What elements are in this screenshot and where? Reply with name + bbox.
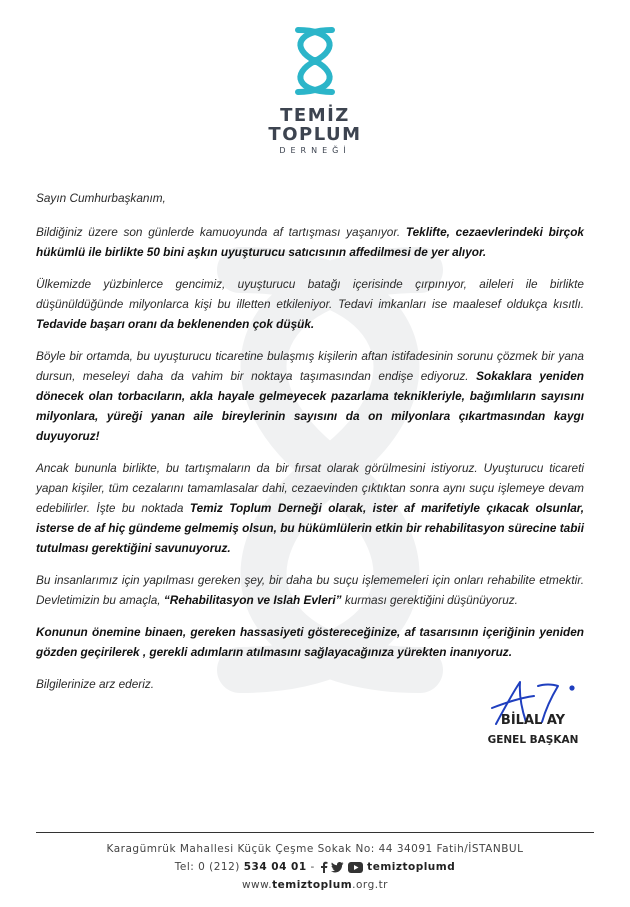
paragraph-6-bold: Konunun önemine binaen, gereken hassasiyeti göstereceğinize, af tasarısının içeriğinin yeniden gözden geçirilerek , gerekli adımların atılmasını sağlayacağınıza yürekten inanıyoruz. [36,625,584,659]
paragraph-5-bold: “Rehabilitasyon ve Islah Evleri” [163,593,342,607]
paragraph-1-text: Bildiğiniz üzere son günlerde kamuoyunda af tartışması yaşanıyor. [36,225,406,239]
tel-label: Tel: 0 (212) [174,861,244,873]
paragraph-5-text-2: kurması gerektiğini düşünüyoruz. [341,593,518,607]
salutation: Sayın Cumhurbaşkanım, [36,191,166,205]
paragraph-4 [36,458,584,558]
twitter-icon [331,862,344,873]
paragraph-3 [36,346,584,446]
footer-address: Karagümrük Mahallesi Küçük Çeşme Sokak No: 44 34091 Fatih/İSTANBUL [106,843,524,855]
paragraph-1 [36,222,584,262]
paragraph-2-text: Ülkemizde yüzbinlerce gencimiz, uyuşturucu batağı içerisinde çırpınıyor, aileleri ile birlikte düşünüldüğünde milyonlarca kişi bu illetten etkileniyor. Tedavi imkanları ise maalesef oldukça kısıtlı. [36,277,584,311]
paragraph-6 [36,622,584,662]
temiz-toplum-logo-icon [284,22,346,100]
facebook-icon [319,861,328,873]
youtube-icon [348,862,363,873]
paragraph-5-text-1: Bu insanlarımız için yapılması gereken şey, bir daha bu suçu işlememeleri için onları rehabilite etmektir. Devletimizin bu amaçla, [36,573,584,607]
closing-line: Bilgilerinize arz ederiz. [36,677,155,691]
tel-number: 534 04 01 [243,861,307,873]
social-handle: temiztoplumd [367,861,456,873]
brand-subtitle: DERNEĞİ [279,146,351,155]
signature-block [478,674,588,746]
paragraph-4-bold: Temiz Toplum Derneği olarak, ister af marifetiyle çıkacak olsunlar, isterse de af hiç gündeme gelmemiş olsun, bu hükümlülerin etkin bir rehabilitasyon sürecine tabii tutulması gerektiğini savunuyoruz. [36,501,584,555]
footer-contact [0,858,630,876]
footer [0,840,630,894]
footer-website [0,876,630,894]
signatory-title: GENEL BAŞKAN [487,734,579,746]
header [0,22,630,155]
letter-body [36,188,584,706]
paragraph-3-text: Böyle bir ortamda, bu uyuşturucu ticaretine bulaşmış kişilerin aftan istifadesinin sorunu çözmek bir yana dursun, meseleyi daha da vahim bir noktaya taşımasından endişe ediyoruz. [36,349,584,383]
paragraph-2-bold: Tedavide başarı oranı da beklenenden çok düşük. [36,317,315,331]
tel-separator: - [306,861,319,873]
paragraph-3-bold: Sokaklara yeniden dönecek olan torbacıların, akla hayale gelmeyecek pazarlama teknikleriyle, bağımlıların sayısını milyonlara, yüreği yanan aile bireylerinin sayısını da on milyonlara çıkartmasından kaygı duyuyoruz! [36,369,585,443]
brand-line-1: TEMİZ [280,105,350,126]
brand-line-2: TOPLUM [268,124,362,145]
paragraph-5 [36,570,584,610]
website-domain: temiztoplum [272,879,353,891]
signatory-name: BİLAL AY [500,713,566,728]
paragraph-2 [36,274,584,334]
footer-divider [36,832,594,833]
website-suffix: .org.tr [352,879,389,891]
website-prefix: www. [241,879,273,891]
paragraph-4-text: Ancak bununla birlikte, bu tartışmaların da bir fırsat olarak görülmesini istiyoruz. Uyuşturucu ticareti yapan kişiler, tüm cezalarını tamamlasalar dahi, cezaevinden çıktıktan sonra aynı suçu işlemeye devam edebilirler. İşte bu noktada [36,461,584,515]
brand-name [0,106,630,144]
paragraph-1-bold: Teklifte, cezaevlerindeki birçok hükümlü ile birlikte 50 bini aşkın uyuşturucu satıcısının affedilmesi de yer alıyor. [36,225,584,259]
